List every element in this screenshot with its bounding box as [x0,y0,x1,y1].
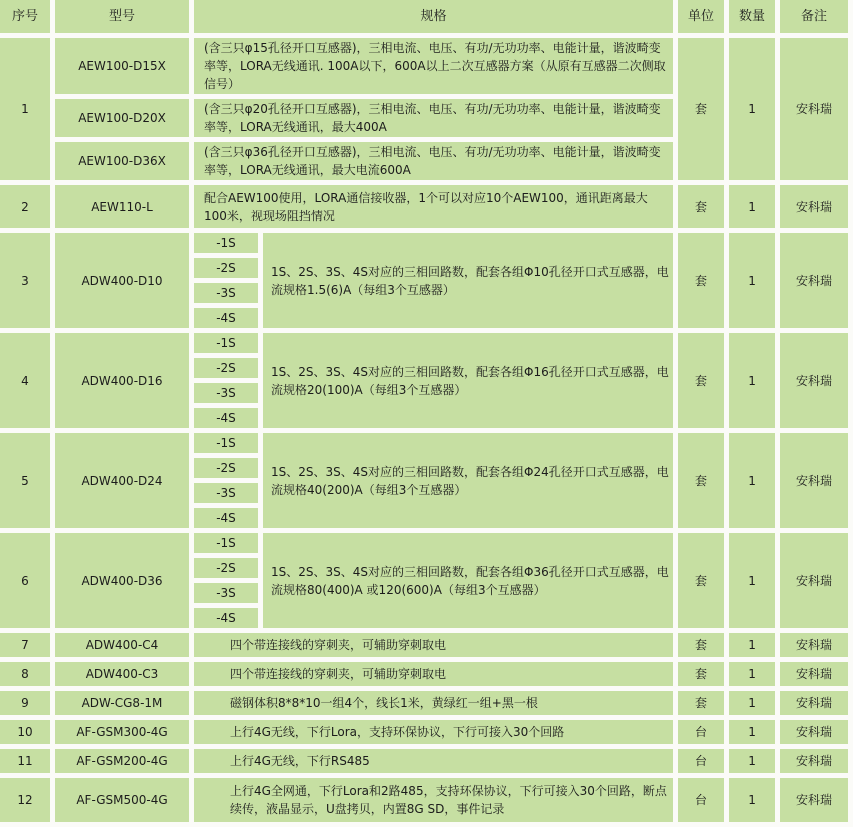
variant-cell: -3S [194,583,258,603]
table-row [0,720,848,744]
table-row [0,662,848,686]
serial-cell: 3 [0,233,50,328]
table-row [0,333,848,353]
variant-cell: -1S [194,433,258,453]
note-cell: 安科瑞 [780,633,848,657]
model-cell: AEW100-D20X [55,99,189,137]
table-row [0,38,848,94]
note-cell: 安科瑞 [780,433,848,528]
spec-cell: 磁钢体积8*8*10一组4个，线长1米，黄绿红一组+黑一根 [194,691,673,715]
unit-cell: 套 [678,38,724,180]
spec-cell: (含三只φ15孔径开口互感器)，三相电流、电压、有功/无功功率、电能计量，谐波畸变率等，LORA无线通讯. 100A以下，600A以上二次互感器方案（从原有互感器二次侧取信号） [194,38,673,94]
unit-cell: 套 [678,662,724,686]
model-cell: AF-GSM300-4G [55,720,189,744]
qty-cell: 1 [729,38,775,180]
model-cell: AEW100-D36X [55,142,189,180]
variant-cell: -4S [194,508,258,528]
table-row [0,691,848,715]
model-cell: AF-GSM500-4G [55,778,189,822]
note-cell: 安科瑞 [780,662,848,686]
note-cell: 安科瑞 [780,533,848,628]
table-row [0,778,848,822]
qty-cell: 1 [729,662,775,686]
header-row [0,0,848,33]
note-cell: 安科瑞 [780,720,848,744]
qty-cell: 1 [729,749,775,773]
col-header-qty: 数量 [729,0,775,33]
serial-cell: 8 [0,662,50,686]
spec-cell: 四个带连接线的穿刺夹，可辅助穿刺取电 [194,662,673,686]
table-row [0,185,848,228]
note-cell: 安科瑞 [780,333,848,428]
variant-cell: -2S [194,558,258,578]
col-header-unit: 单位 [678,0,724,33]
variant-cell: -3S [194,383,258,403]
model-cell: ADW400-C3 [55,662,189,686]
serial-cell: 11 [0,749,50,773]
spec-cell: 1S、2S、3S、4S对应的三相回路数，配套各组Φ24孔径开口式互感器，电流规格40(200)A（每组3个互感器） [263,433,673,528]
model-cell: AEW110-L [55,185,189,228]
qty-cell: 1 [729,433,775,528]
serial-cell: 10 [0,720,50,744]
spec-cell: 上行4G全网通，下行Lora和2路485，支持环保协议，下行可接入30个回路，断点续传，液晶显示，U盘拷贝，内置8G SD，事件记录 [194,778,673,822]
qty-cell: 1 [729,720,775,744]
variant-cell: -1S [194,233,258,253]
variant-cell: -1S [194,533,258,553]
variant-cell: -4S [194,608,258,628]
variant-cell: -4S [194,308,258,328]
variant-cell: -3S [194,283,258,303]
col-header-spec: 规格 [194,0,673,33]
qty-cell: 1 [729,233,775,328]
model-cell: ADW400-C4 [55,633,189,657]
table-row [0,749,848,773]
spec-cell: 1S、2S、3S、4S对应的三相回路数，配套各组Φ10孔径开口式互感器，电流规格1.5(6)A（每组3个互感器） [263,233,673,328]
spec-cell: 1S、2S、3S、4S对应的三相回路数，配套各组Φ16孔径开口式互感器，电流规格20(100)A（每组3个互感器） [263,333,673,428]
unit-cell: 套 [678,233,724,328]
model-cell: ADW-CG8-1M [55,691,189,715]
model-cell: AEW100-D15X [55,38,189,94]
col-header-note: 备注 [780,0,848,33]
col-header-model: 型号 [55,0,189,33]
spec-cell: 上行4G无线，下行Lora，支持环保协议，下行可接入30个回路 [194,720,673,744]
note-cell: 安科瑞 [780,185,848,228]
col-header-serial: 序号 [0,0,50,33]
spec-cell: (含三只φ20孔径开口互感器)，三相电流、电压、有功/无功功率、电能计量，谐波畸变率等，LORA无线通讯，最大400A [194,99,673,137]
qty-cell: 1 [729,778,775,822]
note-cell: 安科瑞 [780,778,848,822]
variant-cell: -2S [194,458,258,478]
model-cell: ADW400-D36 [55,533,189,628]
note-cell: 安科瑞 [780,233,848,328]
serial-cell: 6 [0,533,50,628]
table-row [0,633,848,657]
qty-cell: 1 [729,533,775,628]
unit-cell: 套 [678,333,724,428]
serial-cell: 4 [0,333,50,428]
variant-cell: -3S [194,483,258,503]
serial-cell: 1 [0,38,50,180]
qty-cell: 1 [729,691,775,715]
variant-cell: -2S [194,258,258,278]
note-cell: 安科瑞 [780,691,848,715]
variant-cell: -4S [194,408,258,428]
table-row [0,533,848,553]
note-cell: 安科瑞 [780,38,848,180]
spec-cell: (含三只φ36孔径开口互感器)，三相电流、电压、有功/无功功率、电能计量，谐波畸变率等，LORA无线通讯，最大电流600A [194,142,673,180]
serial-cell: 9 [0,691,50,715]
table-row [0,233,848,253]
unit-cell: 套 [678,691,724,715]
unit-cell: 台 [678,749,724,773]
serial-cell: 2 [0,185,50,228]
unit-cell: 套 [678,633,724,657]
unit-cell: 套 [678,533,724,628]
variant-cell: -1S [194,333,258,353]
serial-cell: 12 [0,778,50,822]
spec-cell: 配合AEW100使用，LORA通信接收器，1个可以对应10个AEW100，通讯距离最大100米，视现场阻挡情况 [194,185,673,228]
note-cell: 安科瑞 [780,749,848,773]
qty-cell: 1 [729,633,775,657]
unit-cell: 套 [678,433,724,528]
spec-cell: 1S、2S、3S、4S对应的三相回路数，配套各组Φ36孔径开口式互感器，电流规格80(400)A 或120(600)A（每组3个互感器） [263,533,673,628]
model-cell: ADW400-D10 [55,233,189,328]
serial-cell: 5 [0,433,50,528]
model-cell: ADW400-D24 [55,433,189,528]
model-cell: ADW400-D16 [55,333,189,428]
spec-cell: 四个带连接线的穿刺夹，可辅助穿刺取电 [194,633,673,657]
unit-cell: 套 [678,185,724,228]
serial-cell: 7 [0,633,50,657]
unit-cell: 台 [678,720,724,744]
unit-cell: 台 [678,778,724,822]
table-row [0,433,848,453]
qty-cell: 1 [729,185,775,228]
qty-cell: 1 [729,333,775,428]
variant-cell: -2S [194,358,258,378]
model-cell: AF-GSM200-4G [55,749,189,773]
spec-cell: 上行4G无线，下行RS485 [194,749,673,773]
